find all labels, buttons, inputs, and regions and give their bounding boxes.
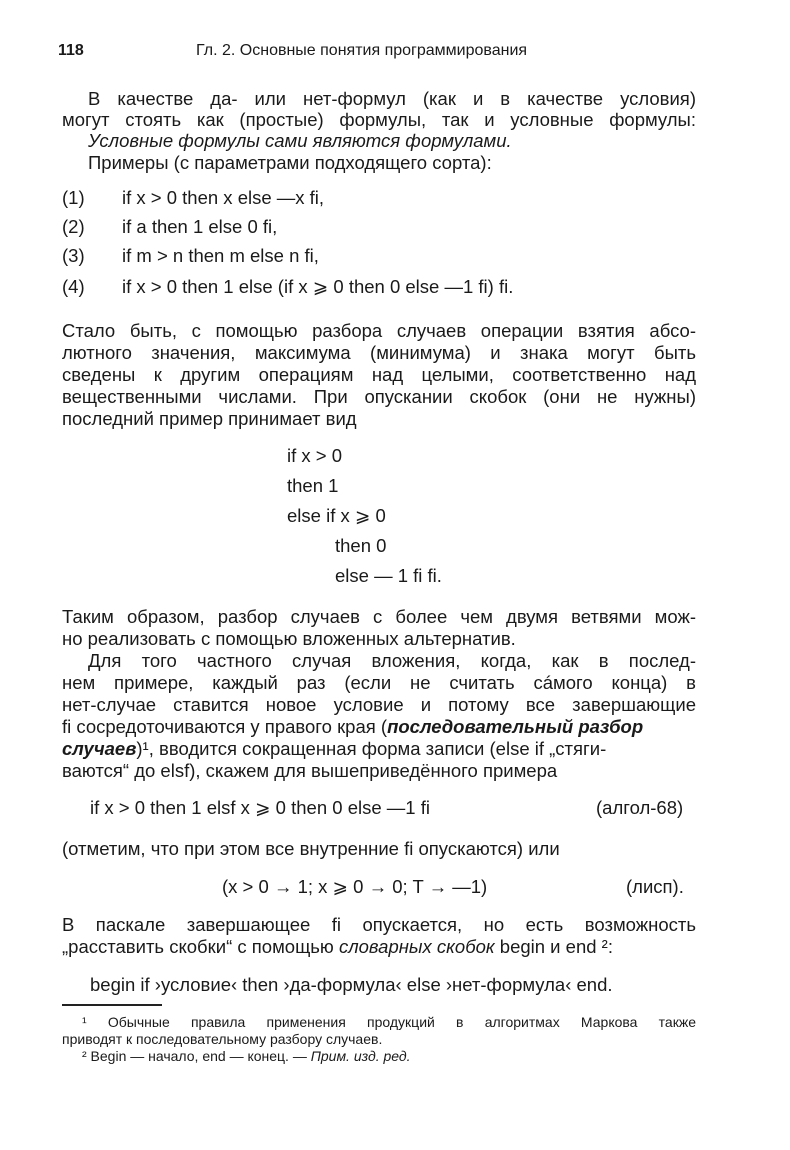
nested-line-4: then 0 — [335, 535, 387, 556]
example-number: (4) — [62, 276, 85, 297]
para3-line-4 — [62, 716, 643, 738]
running-title: Гл. 2. Основные понятия программирования — [196, 42, 528, 59]
footnote-2-text: ² Begin — начало, end — конец. — — [82, 1048, 311, 1064]
pascal-line-2 — [62, 936, 613, 958]
example-number: (3) — [62, 245, 85, 266]
para1-line-5: последний пример принимает вид — [62, 408, 357, 429]
para3-line-5 — [62, 738, 606, 760]
example-number: (1) — [62, 187, 85, 208]
example-number: (2) — [62, 216, 85, 237]
term-word-brackets: словарных скобок — [338, 936, 495, 957]
pascal-line-2-text: „расставить скобки“ с помощью — [62, 936, 339, 957]
algol-code: if x > 0 then 1 elsf x ⩾ 0 then 0 else —1 fi — [90, 797, 430, 818]
para3-line-4-text: fi сосредоточиваются у правого края ( — [62, 716, 388, 737]
lisp-label: (лисп). — [626, 876, 684, 897]
footnote-1-line-1: ¹ Обычные правила применения продукций в алгоритмах Маркова также — [82, 1014, 696, 1030]
intro-line-1: В качестве да- или нет-формул (как и в качестве условия) — [88, 88, 696, 109]
para1-line-3: сведены к другим операциям над целыми, соответственно над — [62, 364, 696, 385]
page-number: 118 — [58, 42, 84, 59]
nested-line-2: then 1 — [287, 475, 339, 496]
note-line: (отметим, что при этом все внутренние fi опускаются) или — [62, 838, 560, 859]
para1-line-4: вещественными числами. При опускании скобок (они не нужны) — [62, 386, 696, 407]
para3-line-6: ваются“ до elsf), скажем для вышеприведённого примера — [62, 760, 558, 781]
para3-line-1: Для того частного случая вложения, когда, как в послед- — [88, 650, 696, 671]
algol-label: (алгол-68) — [596, 797, 684, 818]
para2-line-1: Таким образом, разбор случаев с более чем двумя ветвями мож- — [62, 606, 696, 627]
footnote-2 — [82, 1048, 411, 1064]
footnote-divider — [62, 1004, 162, 1006]
para3-line-5-text: )¹, вводится сокращенная форма записи (else if „стяги- — [136, 738, 607, 759]
para3-line-2: нем примере, каждый раз (если не считать сáмого конца) в — [62, 672, 696, 693]
example-code: if x > 0 then 1 else (if x ⩾ 0 then 0 else —1 fi) fi. — [122, 276, 514, 297]
example-code: if x > 0 then x else —x fi, — [122, 187, 325, 208]
intro-line-2: могут стоять как (простые) формулы, так и условные формулы: — [62, 109, 696, 130]
example-code: if m > n then m else n fi, — [122, 245, 319, 266]
para2-line-2: но реализовать с помощью вложенных альтернатив. — [62, 628, 516, 649]
pascal-line-1: В паскале завершающее fi опускается, но есть возможность — [62, 914, 696, 935]
nested-line-3: else if x ⩾ 0 — [287, 505, 386, 526]
lisp-code: (x > 0 → 1; x ⩾ 0 → 0; T → —1) — [222, 876, 488, 897]
term-sequential-case-analysis: последовательный разбор — [387, 716, 644, 737]
nested-line-5: else — 1 fi fi. — [335, 565, 442, 586]
nested-line-1: if x > 0 — [287, 445, 343, 466]
footnote-1-line-2: приводят к последовательному разбору случаев. — [62, 1031, 383, 1047]
intro-line-4: Примеры (с параметрами подходящего сорта): — [88, 152, 492, 173]
para1-line-2: лютного значения, максимума (минимума) и знака могут быть — [62, 342, 696, 363]
intro-italic-statement: Условные формулы сами являются формулами. — [88, 130, 512, 151]
pascal-line-2-tail: begin и end ²: — [494, 936, 613, 957]
para3-line-3: нет-случае ставится новое условие и потому все завершающие — [62, 694, 696, 715]
begin-end-example: begin if ›условие‹ then ›да-формула‹ else ›нет-формула‹ end. — [90, 974, 613, 995]
footnote-2-editor-note: Прим. изд. ред. — [310, 1048, 411, 1064]
term-cases: случаев — [62, 738, 137, 759]
para1-line-1: Стало быть, с помощью разбора случаев операции взятия абсо- — [62, 320, 696, 341]
example-code: if a then 1 else 0 fi, — [122, 216, 278, 237]
